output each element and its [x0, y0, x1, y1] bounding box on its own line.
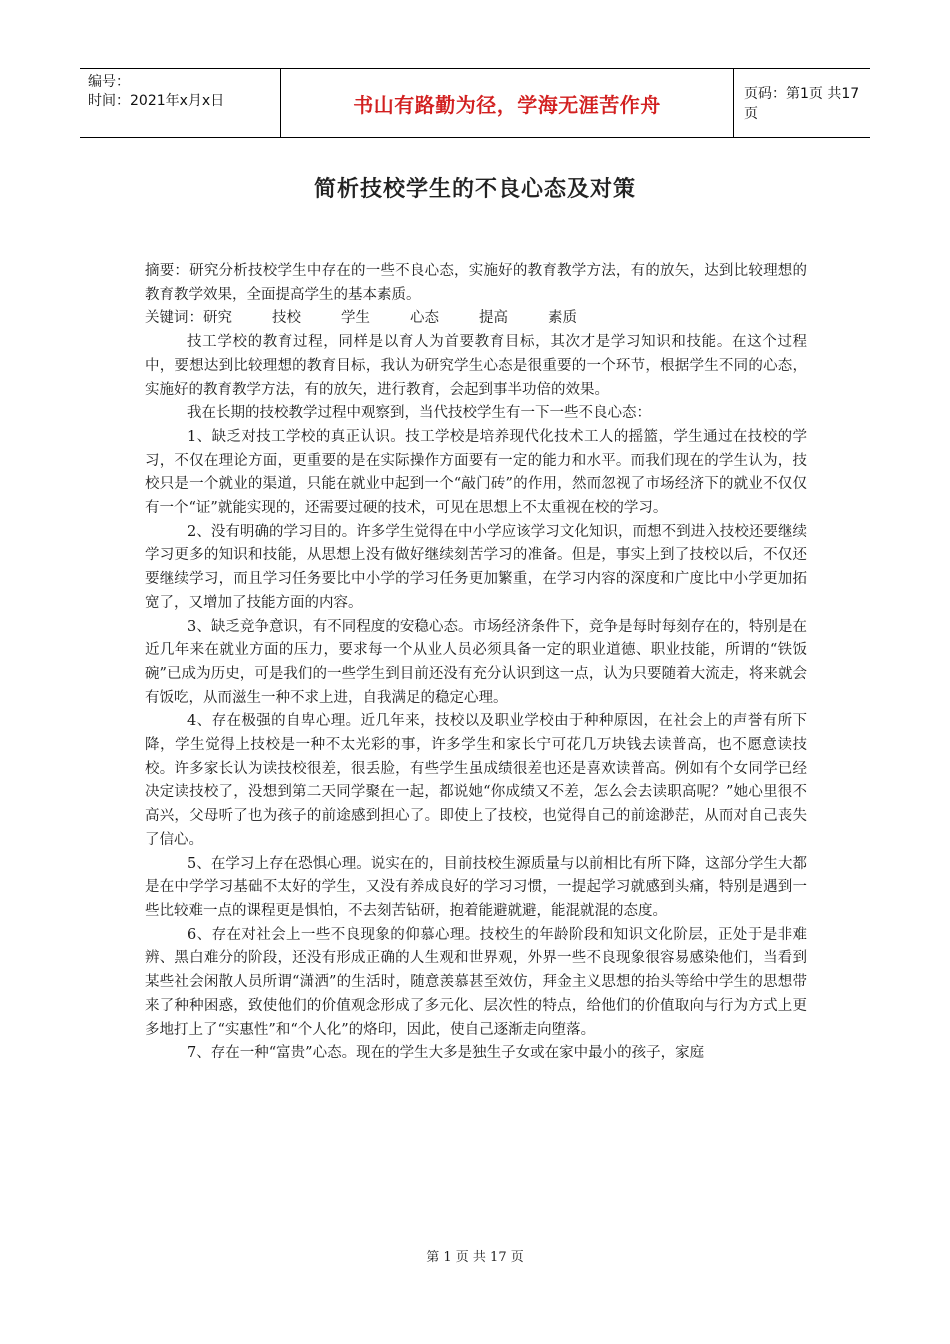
keyword: 素质 — [548, 310, 577, 327]
keywords-label: 关键词： — [145, 310, 203, 327]
header-motto-cell — [280, 69, 734, 137]
document-title: 简析技校学生的不良心态及对策 — [313, 177, 636, 202]
keyword: 心态 — [410, 310, 439, 327]
motto-text: 书山有路勤为径，学海无涯苦作舟 — [353, 92, 661, 117]
document-header — [80, 68, 870, 138]
paragraph: 5、在学习上存在恐惧心理。说实在的，目前技校生源质量与以前相比有所下降，这部分学生大都是在中学学习基础不太好的学生，又没有养成良好的学习习惯，一提起学习就感到头痛，特别是遇到一些比较难一点的课程更是惧怕，不去刻苦钻研，抱着能避就避，能混就混的态度。 — [145, 855, 807, 919]
time-label: 时间：2021年x月x日 — [88, 93, 225, 109]
keywords-line — [145, 307, 807, 331]
keyword: 研究 — [203, 310, 232, 327]
paragraph: 2、没有明确的学习目的。许多学生觉得在中小学应该学习文化知识，而想不到进入技校还要继续学习更多的知识和技能，从思想上没有做好继续刻苦学习的准备。但是，事实上到了技校以后，不仅还要继续学习，而且学习任务要比中小学的学习任务更加繁重，在学习内容的深度和广度比中小学更加拓宽了，又增加了技能方面的内容。 — [145, 523, 807, 611]
paragraph: 我在长期的技校教学过程中观察到，当代技校学生有一下一些不良心态： — [187, 405, 652, 422]
keyword: 提高 — [479, 310, 508, 327]
paragraph: 3、缺乏竞争意识，有不同程度的安稳心态。市场经济条件下，竞争是每时每刻存在的，特别是在近几年来在就业方面的压力，要求每一个从业人员必须具备一定的职业道德、职业技能，所谓的“铁饭碗”已成为历史，可是我们的一些学生到目前还没有充分认识到这一点，认为只要随着大流走，将来就会有饭吃，从而滋生一种不求上进，自我满足的稳定心理。 — [145, 618, 807, 706]
paragraph: 4、存在极强的自卑心理。近几年来，技校以及职业学校由于种种原因，在社会上的声誉有所下降，学生觉得上技校是一种不太光彩的事，许多学生和家长宁可花几万块钱去读普高，也不愿意读技校。许多家长认为读技校很差，很丢脸，有些学生虽成绩很差也还是喜欢读普高。例如有个女同学已经决定读技校了，没想到第二天同学聚在一起，都说她“你成绩又不差，怎么会去读职高呢？”她心里很不高兴，父母听了也为孩子的前途感到担心了。即使上了技校，也觉得自己的前途渺茫，从而对自己丧失了信心。 — [145, 713, 807, 848]
page-info: 页码：第1页 共17页 — [744, 86, 860, 122]
abstract: 摘要：研究分析技校学生中存在的一些不良心态，实施好的教育教学方法，有的放矢，达到比较理想的教育教学效果，全面提高学生的基本素质。 — [145, 263, 807, 303]
page-footer: 第 1 页 共 17 页 — [426, 1250, 524, 1265]
header-page-cell — [734, 69, 870, 137]
paragraph: 技工学校的教育过程，同样是以育人为首要教育目标，其次才是学习知识和技能。在这个过程中，要想达到比较理想的教育目标，我认为研究学生心态是很重要的一个环节，根据学生不同的心态，实施好的教育教学方法，有的放矢，进行教育，会起到事半功倍的效果。 — [145, 334, 807, 398]
keyword: 技校 — [272, 310, 301, 327]
number-label: 编号： — [88, 74, 130, 90]
document-body — [145, 260, 807, 1066]
paragraph: 6、存在对社会上一些不良现象的仰慕心理。技校生的年龄阶段和知识文化阶层，正处于是非难辨、黑白难分的阶段，还没有形成正确的人生观和世界观，外界一些不良现象很容易感染他们，当看到某些社会闲散人员所谓“潇洒”的生活时，随意羡慕甚至效仿，拜金主义思想的抬头等给中学生的思想带来了种种困惑，致使他们的价值观念形成了多元化、层次性的特点，给他们的价值取向与行为方式上更多地打上了“实惠性”和“个人化”的烙印，因此，使自己逐渐走向堕落。 — [145, 926, 807, 1038]
keyword: 学生 — [341, 310, 370, 327]
header-meta-cell — [80, 69, 280, 137]
paragraph: 7、存在一种“富贵”心态。现在的学生大多是独生子女或在家中最小的孩子，家庭 — [187, 1045, 705, 1062]
paragraph: 1、缺乏对技工学校的真正认识。技工学校是培养现代化技术工人的摇篮，学生通过在技校的学习，不仅在理论方面，更重要的是在实际操作方面要有一定的能力和水平。而我们现在的学生认为，技校只是一个就业的渠道，只能在就业中起到一个“敲门砖”的作用，然而忽视了市场经济下的就业不仅仅有一个“证”就能实现的，还需要过硬的技术，可见在思想上不太重视在校的学习。 — [145, 428, 807, 517]
